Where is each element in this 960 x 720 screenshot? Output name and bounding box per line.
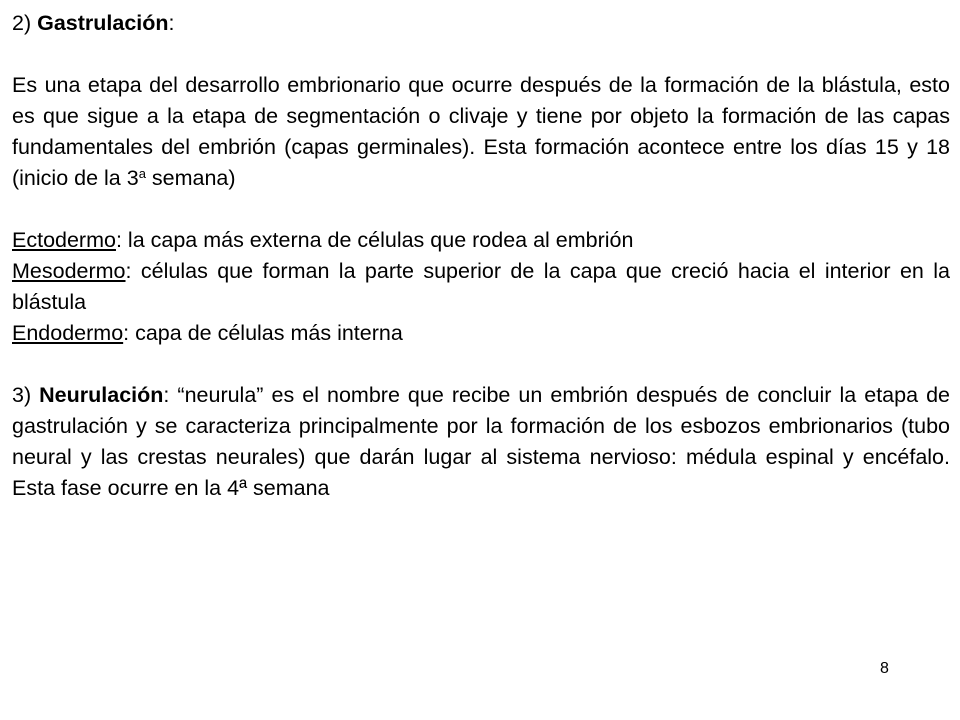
endoderm-definition: : capa de células más interna [123, 321, 403, 345]
section-3-paragraph [12, 380, 950, 504]
ectoderm-term: Ectodermo [12, 228, 116, 252]
section-2-number: 2) [12, 11, 38, 35]
mesoderm-definition: : células que forman la parte superior de la capa que creció hacia el interior en la blástula [12, 259, 950, 314]
section-2-title: Gastrulación [37, 11, 169, 35]
layer-mesoderm [12, 256, 950, 318]
gastrulation-text: Es una etapa del desarrollo embrionario que ocurre después de la formación de la blástula, esto es que sigue a la etapa de segmentación o clivaje y tiene por objeto la formación de las capas fundamentales del embrión (capas germinales). Esta formación acontece entre los días 15 y 18 (inicio de la 3 [12, 73, 950, 190]
layer-endoderm [12, 318, 950, 349]
ordinal-superscript: a [138, 166, 146, 181]
section-2-heading [12, 8, 950, 39]
ectoderm-definition: : la capa más externa de células que rodea al embrión [115, 228, 634, 252]
neurulation-text: : “neurula” es el nombre que recibe un embrión después de concluir la etapa de gastrulación y se caracteriza principalmente por la formación de los esbozos embrionarios (tubo neural y las crestas neurales) que darán lugar al sistema nervioso: médula espinal y encéfalo. Esta fase ocurre en la 4ª semana [12, 383, 950, 500]
document-body [12, 8, 950, 504]
mesoderm-term: Mesodermo [12, 259, 126, 283]
spacer [12, 194, 950, 225]
section-3-number: 3) [12, 383, 40, 407]
gastrulation-paragraph [12, 70, 950, 194]
page-number: 8 [880, 660, 889, 677]
spacer [12, 349, 950, 380]
section-2-colon: : [168, 11, 175, 35]
section-3-title: Neurulación [39, 383, 164, 407]
endoderm-term: Endodermo [12, 321, 124, 345]
spacer [12, 39, 950, 70]
gastrulation-text-tail: semana) [145, 166, 236, 190]
layer-ectoderm [12, 225, 950, 256]
